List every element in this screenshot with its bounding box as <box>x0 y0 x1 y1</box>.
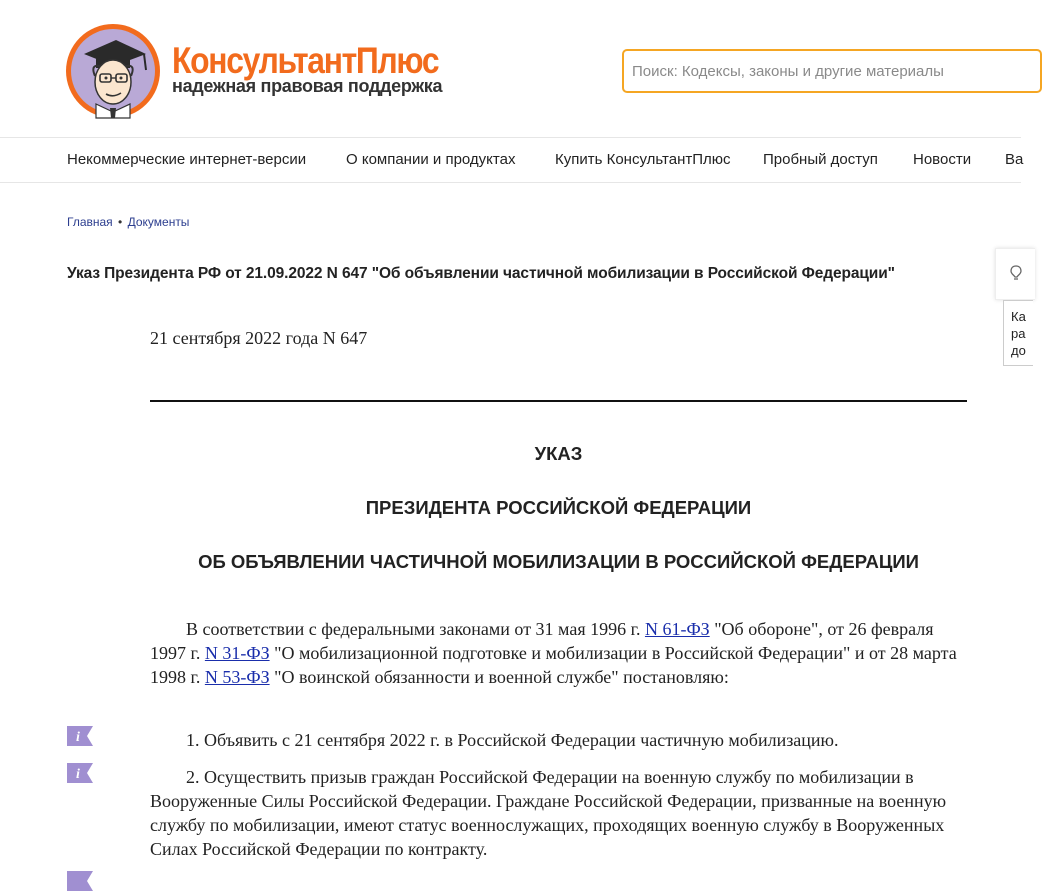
page-title: Указ Президента РФ от 21.09.2022 N 647 "Об объявлении частичной мобилизации в Российской Федерации" <box>67 265 895 282</box>
nav-item-noncommercial[interactable]: Некоммерческие интернет-версии <box>67 151 307 168</box>
preamble-text-2: "Об обороне", от 26 февраля 1997 г. <box>150 619 934 663</box>
item-2-paragraph <box>150 765 967 861</box>
consultant-logo[interactable] <box>66 24 160 118</box>
svg-text:i: i <box>76 767 80 782</box>
main-nav <box>0 138 1024 183</box>
document-divider <box>150 400 967 402</box>
preamble-text-1: В соответствии с федеральными законами от 31 мая 1996 г. <box>186 619 645 639</box>
svg-text:i: i <box>76 730 80 745</box>
feedback-icon <box>1010 265 1022 284</box>
preamble-paragraph <box>150 617 967 689</box>
info-bookmark-icon[interactable] <box>67 871 97 891</box>
breadcrumb-separator: • <box>118 215 123 229</box>
breadcrumb-home[interactable]: Главная <box>67 215 113 229</box>
info-bookmark-icon[interactable] <box>67 763 97 783</box>
preamble-text-3: "О мобилизационной подготовке и мобилизации в Российской Федерации" и от 28 марта 1998 г. <box>150 643 957 687</box>
law-link-53fz[interactable]: N 53-ФЗ <box>204 667 270 687</box>
side-feedback-widget[interactable] <box>995 248 1035 300</box>
info-bookmark-icon[interactable] <box>67 726 97 746</box>
law-link-31fz[interactable]: N 31-ФЗ <box>204 643 270 663</box>
site-header <box>0 0 1021 138</box>
nav-item-about[interactable]: О компании и продуктах <box>346 151 516 168</box>
side-popup: Ка ра до <box>1003 300 1033 366</box>
brand-name: КонсультантПлюс <box>172 40 439 81</box>
breadcrumb <box>67 215 189 229</box>
breadcrumb-documents[interactable]: Документы <box>127 215 190 229</box>
search-input[interactable] <box>632 51 1022 91</box>
search-box <box>622 49 1042 93</box>
item-1-text: 1. Объявить с 21 сентября 2022 г. в Российской Федерации частичную мобилизацию. <box>186 730 839 750</box>
document-date-line: 21 сентября 2022 года N 647 <box>150 328 368 348</box>
nav-item-buy[interactable]: Купить КонсультантПлюс <box>555 151 731 168</box>
nav-item-trial[interactable]: Пробный доступ <box>763 151 878 168</box>
brand-tagline: надежная правовая поддержка <box>172 76 443 96</box>
heading-president: ПРЕЗИДЕНТА РОССИЙСКОЙ ФЕДЕРАЦИИ <box>365 497 752 518</box>
preamble-text-4: "О воинской обязанности и военной службе" постановляю: <box>269 667 729 687</box>
item-1-paragraph <box>150 728 967 752</box>
heading-subject: ОБ ОБЪЯВЛЕНИИ ЧАСТИЧНОЙ МОБИЛИЗАЦИИ В РОССИЙСКОЙ ФЕДЕРАЦИИ <box>198 551 919 572</box>
nav-item-news[interactable]: Новости <box>913 151 972 168</box>
item-2-text: 2. Осуществить призыв граждан Российской Федерации на военную службу по мобилизации в Вооруженные Силы Российской Федерации. Граждане Российской Федерации, призванные на военную службу по мобилизации, имеют статус военнослужащих, проходящих военную службу в Вооруженных Силах Российской Федерации по контракту. <box>150 767 947 859</box>
brand-block[interactable] <box>172 42 472 95</box>
nav-item-more[interactable]: Ва <box>1005 151 1024 168</box>
law-link-61fz[interactable]: N 61-ФЗ <box>644 619 710 639</box>
heading-ukaz: УКАЗ <box>534 443 583 464</box>
